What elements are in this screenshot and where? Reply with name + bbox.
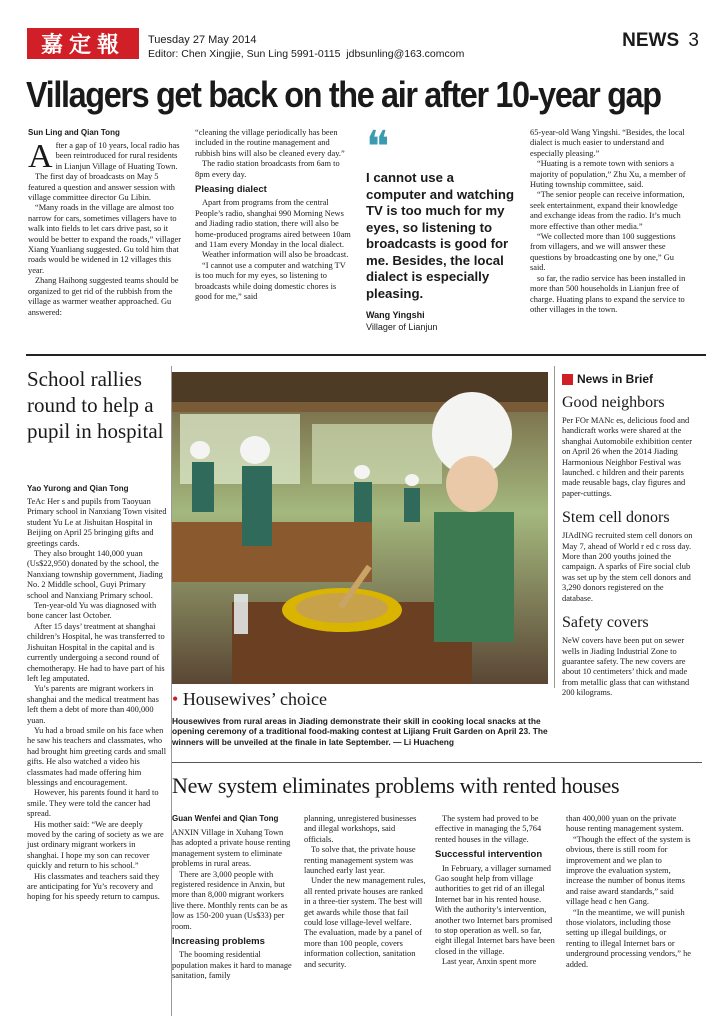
school-para: After 15 days’ treatment at shanghai children’s Hospital, he was transferred to Jishuitan Hospital in the capital and is currently undergoing a second round of chemotherapy. He had to have part of his left leg amputated.: [27, 621, 165, 683]
lead-para: Weather information will also be broadcast.: [202, 250, 349, 260]
divider: [172, 762, 702, 763]
lead-para: The radio station broadcasts from 6am to 8pm every day.: [195, 159, 340, 179]
brief-title: Safety covers: [562, 614, 649, 632]
page-number: 3: [688, 30, 699, 51]
masthead-logo: [27, 28, 139, 59]
photo-title: [172, 689, 327, 710]
lead-byline: Sun Ling and Qian Tong: [28, 128, 120, 137]
rent-col-3: [435, 814, 557, 968]
school-para: Yu had a broad smile on his face when he saw his teachers and classmates, who had brought him greeting cards and small gifts. He also watched a video his classmates had made offering him blessings and encouragement.: [27, 725, 167, 787]
section-label: [622, 30, 699, 52]
photo-cooking-contest: [172, 372, 548, 684]
lead-para: “Huating is a remote town with seniors a majority of population,” Zhu Xu, a member of Huting township committee, said.: [530, 159, 686, 190]
lead-col-2: [195, 128, 351, 303]
rent-para: “In the meantime, we will punish those violators, including those setting up illegal buildings, or renting to illegal Internet bars or underground processing vendors,” he added.: [566, 907, 691, 969]
lead-para: “Many roads in the village are almost too narrow for cars, sometimes villagers have to walk into fields to let cars drive past, so it would be better to expand the roads,” villager Xiang Yuanliang suggested. Gu told him that roads would be widened in 12 villages this year.: [28, 203, 182, 275]
rent-para: planning, unregistered businesses and illegal workshops, said officials.: [304, 814, 417, 844]
rent-para: ANXIN Village in Xuhang Town has adopted a private house renting management system to eliminate problems in rural areas.: [172, 828, 291, 869]
brief-text: JIAdING recruited stem cell donors on May 7, ahead of World r ed c ross day. More than 200 youths joined the campaign. A sparks of Fire social club was set up by the stem cell donors and 3,290 donors registered on the database.: [562, 531, 693, 603]
lead-col-4: [530, 128, 690, 315]
school-headline: School rallies round to help a pupil in hospital: [27, 367, 164, 443]
lead-para: fter a gap of 10 years, local radio has been reintroduced for rural residents in Lianjun Village of Huating Town.: [55, 141, 180, 171]
quote-text: I cannot use a computer and watching TV is too much for my eyes, so listening to broadcasts is good for me. Besides, the local dialect is especially pleasing.: [366, 170, 515, 301]
pull-quote: [366, 122, 516, 332]
rent-para: To solve that, the private house renting management system was launched early last year.: [304, 845, 416, 876]
editor-line: [148, 48, 464, 60]
lead-para: “I cannot use a computer and watching TV is too much for my eyes, so listening to broadcasts while doing domestic chores is good for me,” said: [195, 260, 346, 302]
brief-text: Per FOr MANc es, delicious food and handicraft works were shared at the shanghai Automobile exhibition center on April 26 when the 2014 Jiading Harmonious Neighbor Festival was launched. c hildren and their parents made reusable bags, clay figures and paper-cuttings.: [562, 416, 693, 498]
rent-col-2: [304, 814, 426, 970]
quote-mark-icon: ❝: [366, 122, 390, 173]
lead-headline: Villagers get back on the air after 10-year gap: [26, 74, 661, 115]
rent-para: than 400,000 yuan on the private house renting management system.: [566, 814, 684, 834]
brief-square-icon: [562, 374, 573, 385]
school-byline: Yao Yurong and Qian Tong: [27, 484, 129, 493]
school-body: [27, 497, 167, 903]
logo-text: 嘉定報: [40, 32, 125, 58]
lead-para: “cleaning the village periodically has been included in the routine management and rubbish bins will also be cleaned every day.”: [195, 128, 345, 158]
school-para: Yu’s parents are migrant workers in shanghai and the medical treatment has left them a debt of more than 400,000 yuan.: [27, 684, 159, 725]
rent-para: “Though the effect of the system is obvious, there is still room for improvement and we plan to improve the evaluation system, increase the number of bonus items and raise award standards,” said village head c hen Gang.: [566, 834, 691, 907]
section-name: NEWS: [622, 30, 680, 51]
brief-label-text: News in Brief: [577, 372, 654, 386]
school-para: TeAc Her s and pupils from Taoyuan Primary school in Nanxiang Town visited student Yu Le at Jishuitan Hospital in Beijing on April 25 bringing gifts and greetings cards.: [27, 497, 167, 548]
photo-caption: Housewives from rural areas in Jiading demonstrate their skill in cooking local snacks at the opening ceremony of a traditional food-making contest at Lijiang Fruit Garden on April 23. The winners will be unveiled at the finale in late September. — Li Huacheng: [172, 716, 548, 747]
rent-subhead: Increasing problems: [172, 936, 265, 948]
quote-title: Villager of Lianjun: [366, 322, 438, 332]
divider: [554, 366, 555, 688]
photo-title-bullet: •: [172, 689, 179, 709]
school-para: His classmates and teachers said they are anticipating for Yu’s recovery and hoping for his speedy return to campus.: [27, 871, 160, 902]
brief-column: [562, 372, 694, 699]
lead-para: “We collected more than 100 suggestions from villagers, and we will answer these questions by broadcasting one by one,” Gu said.: [530, 232, 676, 273]
rent-para: The booming residential population makes it hard to manage sanitation, family: [172, 950, 292, 981]
brief-text: NeW covers have been put on sewer wells in Jiading Industrial Zone to guarantee safety. The new covers are about 10 centimeters’ thick and made from metallic glass that can withstand 200 kilograms.: [562, 636, 690, 698]
rent-headline: New system eliminates problems with rented houses: [172, 773, 620, 798]
rent-byline: Guan Wenfei and Qian Tong: [172, 814, 279, 823]
lead-para: so far, the radio service has been installed in more than 500 households in Lianjun free of charge. Huating plans to expand the service to other villages in the town.: [530, 273, 686, 314]
school-para: They also brought 140,000 yuan (Us$22,950) donated by the school, the Nanxiang township government, Jiading No. 2 Middle school, Guyi Primary school and Nanxiang Primary school.: [27, 549, 163, 600]
lead-col-1: [28, 138, 185, 318]
rent-para: Last year, Anxin spent more: [442, 957, 537, 967]
editor-email: jdbsunling@163.comcom: [346, 48, 465, 60]
school-para: Ten-year-old Yu was diagnosed with bone cancer last October.: [27, 601, 157, 621]
lead-para: The first day of broadcasts on May 5 featured a question and answer session with village committee director Gu Libin.: [28, 172, 175, 203]
photo-title-text: Housewives’ choice: [182, 689, 327, 709]
lead-para: “The senior people can receive information, seek entertainment, expand their knowledge and exchange ideas from the radio. It’s much more effective than other media.”: [530, 190, 685, 231]
brief-title: Stem cell donors: [562, 509, 670, 527]
editor-names: Editor: Chen Xingjie, Sun Ling 5991-0115: [148, 48, 341, 60]
school-para: His mother said: “We are deeply moved by the caring of society as we are just ordinary migrant workers in shanghai. I hope my son can recover quickly and return to his school.”: [27, 819, 164, 871]
quote-name: Wang Yingshi: [366, 310, 425, 320]
issue-date: Tuesday 27 May 2014: [148, 34, 257, 46]
lead-dropcap: A: [28, 138, 53, 175]
rent-col-4: [566, 814, 691, 970]
rent-para: In February, a villager surnamed Gao sought help from village authorities to get rid of an illegal Internet bar in his rented house. With the authority’s intervention, another two Internet bars promised to stop operation as well. so far, eight illegal Internet bars have been closed in the village.: [435, 863, 555, 956]
brief-label: [562, 372, 694, 386]
lead-para: 65-year-old Wang Yingshi. “Besides, the local dialect is much easier to understand and especially pleasing.”: [530, 128, 685, 158]
brief-title: Good neighbors: [562, 394, 665, 411]
rent-subhead: Successful intervention: [435, 849, 543, 861]
rent-para: Under the new management rules, all rented private houses are ranked in a three-tier system. The best will get awards while those that fail could lose village-level welfare. The evaluation, made by a panel of more than 100 people, covers information collection, sanitation and security.: [304, 876, 426, 969]
lead-para: Apart from programs from the central People’s radio, shanghai 990 Morning News and Jiading radio station, there will also be home-produced programs aired between 10am and 11am every Monday in the local dialect.: [195, 198, 351, 250]
rent-para: The system had proved to be effective in managing the 5,764 rented houses in the village.: [435, 814, 542, 844]
school-para: However, his parents found it hard to smile. They were told the cancer had spread.: [27, 788, 159, 819]
lead-para: Zhang Haihong suggested teams should be organized to get rid of the rubbish from the village as warmer weather approached. Gu answered:: [28, 276, 179, 317]
rent-para: There are 3,000 people with registered residence in Anxin, but more than 8,000 migrant workers live there. Monthly rents can be as low as 150-200 yuan (Us$33) per room.: [172, 869, 288, 931]
rent-col-1: [172, 828, 294, 982]
photo: [172, 372, 548, 684]
lead-subhead: Pleasing dialect: [195, 184, 267, 196]
divider: [26, 354, 706, 356]
